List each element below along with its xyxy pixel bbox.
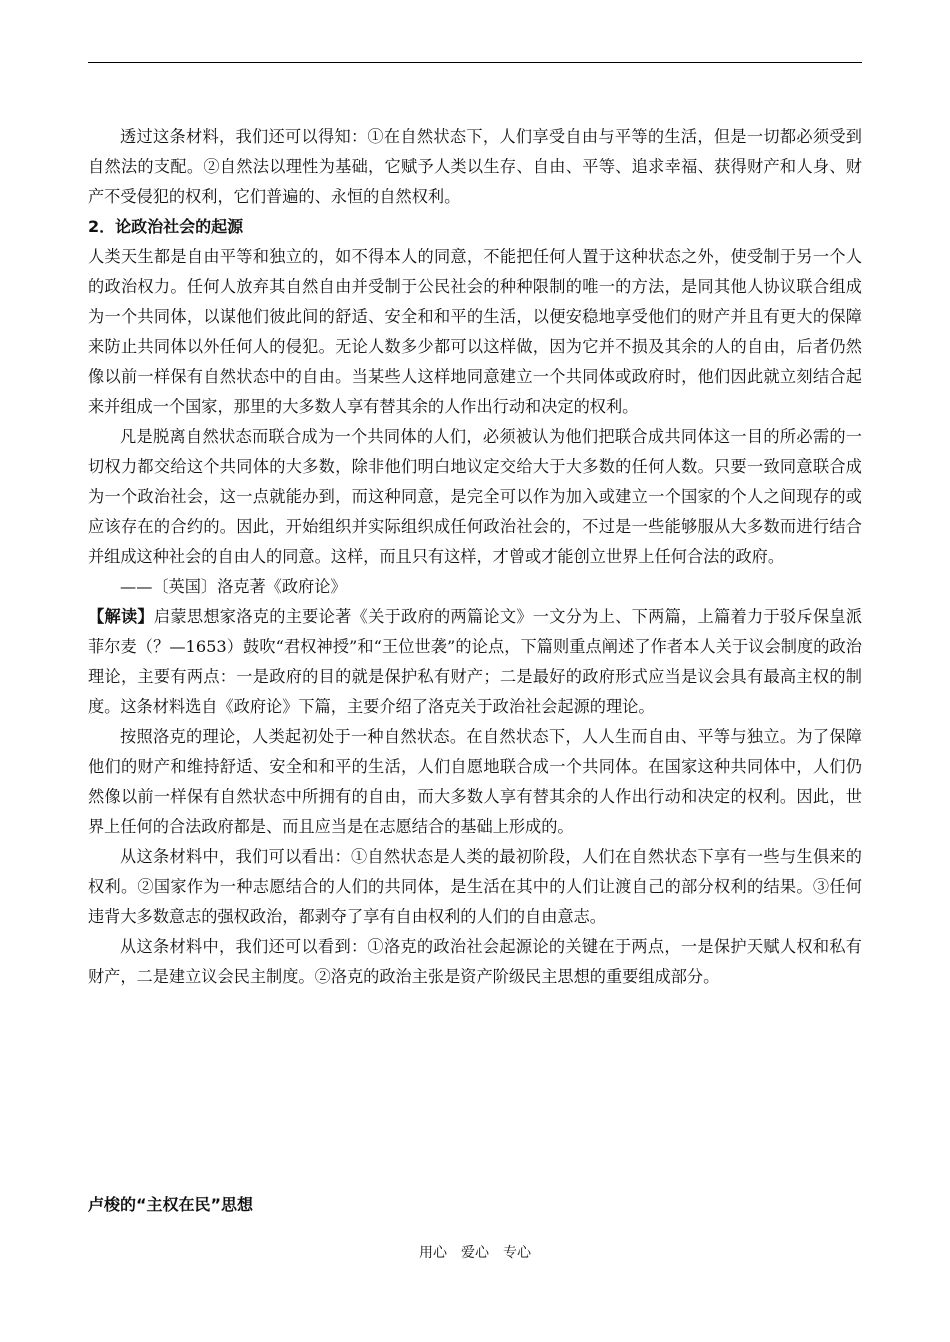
interpretation-text: 启蒙思想家洛克的主要论著《关于政府的两篇论文》一文分为上、下两篇，上篇着力于驳斥保皇派菲尔麦（？—1653）鼓吹“君权神授”和“王位世袭”的论点，下篇则重点阐述了作者本人关于议会制度的政治理论，主要有两点：一是政府的目的就是保护私有财产；二是最好的政府形式应当是议会具有最高主权的制度。这条材料选自《政府论》下篇，主要介绍了洛克关于政治社会起源的理论。 [88, 607, 863, 716]
paragraph-natural-law-summary: 透过这条材料，我们还可以得知：①在自然状态下，人们享受自由与平等的生活，但是一切都必须受到自然法的支配。②自然法以理性为基础，它赋予人类以生存、自由、平等、追求幸福、获得财产和人身、财产不受侵犯的权利，它们普遍的、永恒的自然权利。 [88, 127, 862, 206]
document-body [88, 122, 862, 992]
quote-paragraph-2: 凡是脱离自然状态而联合成为一个共同体的人们，必须被认为他们把联合成共同体这一目的所必需的一切权力都交给这个共同体的大多数，除非他们明白地议定交给大于大多数的任何人数。只要一致同意联合成为一个政治社会，这一点就能办到，而这种同意，是完全可以作为加入或建立一个国家的个人之间现存的或应该存在的合约的。因此，开始组织并实际组织成任何政治社会的，不过是一些能够服从大多数而进行结合并组成这种社会的自由人的同意。这样，而且只有这样，才曾或才能创立世界上任何合法的政府。 [88, 427, 862, 566]
quote-attribution: ——〔英国〕洛克著《政府论》 [120, 577, 347, 596]
page-footer: 用心 爱心 专心 [419, 1245, 531, 1261]
subheading-political-society-origin: 2．论政治社会的起源 [88, 217, 244, 236]
quote-paragraph-1: 人类天生都是自由平等和独立的，如不得本人的同意，不能把任何人置于这种状态之外，使受制于另一个人的政治权力。任何人放弃其自然自由并受制于公民社会的种种限制的唯一的方法，是同其他人协议联合组成为一个共同体，以谋他们彼此间的舒适、安全和和平的生活，以便安稳地享受他们的财产并且有更大的保障来防止共同体以外任何人的侵犯。无论人数多少都可以这样做，因为它并不损及其余的人的自由，后者仍然像以前一样保有自然状态中的自由。当某些人这样地同意建立一个共同体或政府时，他们因此就立刻结合起来并组成一个国家，那里的大多数人享有替其余的人作出行动和决定的权利。 [88, 247, 862, 416]
analysis-paragraph-2: 从这条材料中，我们可以看出：①自然状态是人类的最初阶段，人们在自然状态下享有一些与生俱来的权利。②国家作为一种志愿结合的人们的共同体，是生活在其中的人们让渡自己的部分权利的结果。③任何违背大多数意志的强权政治，都剥夺了享有自由权利的人们的自由意志。 [88, 847, 862, 926]
analysis-paragraph-1: 按照洛克的理论，人类起初处于一种自然状态。在自然状态下，人人生而自由、平等与独立。为了保障他们的财产和维持舒适、安全和和平的生活，人们自愿地联合成一个共同体。在国家这种共同体中，人们仍然像以前一样保有自然状态中所拥有的自由，而大多数人享有替其余的人作出行动和决定的权利。因此，世界上任何的合法政府都是、而且应当是在志愿结合的基础上形成的。 [88, 727, 862, 836]
section-heading-rousseau: 卢梭的“主权在民”思想 [88, 1195, 254, 1214]
interpretation-label: 【解读】 [88, 607, 154, 626]
analysis-paragraph-3: 从这条材料中，我们还可以看到：①洛克的政治社会起源论的关键在于两点，一是保护天赋人权和私有财产，二是建立议会民主制度。②洛克的政治主张是资产阶级民主思想的重要组成部分。 [88, 937, 862, 986]
header-rule [88, 62, 862, 63]
interpretation-paragraph [88, 602, 862, 722]
